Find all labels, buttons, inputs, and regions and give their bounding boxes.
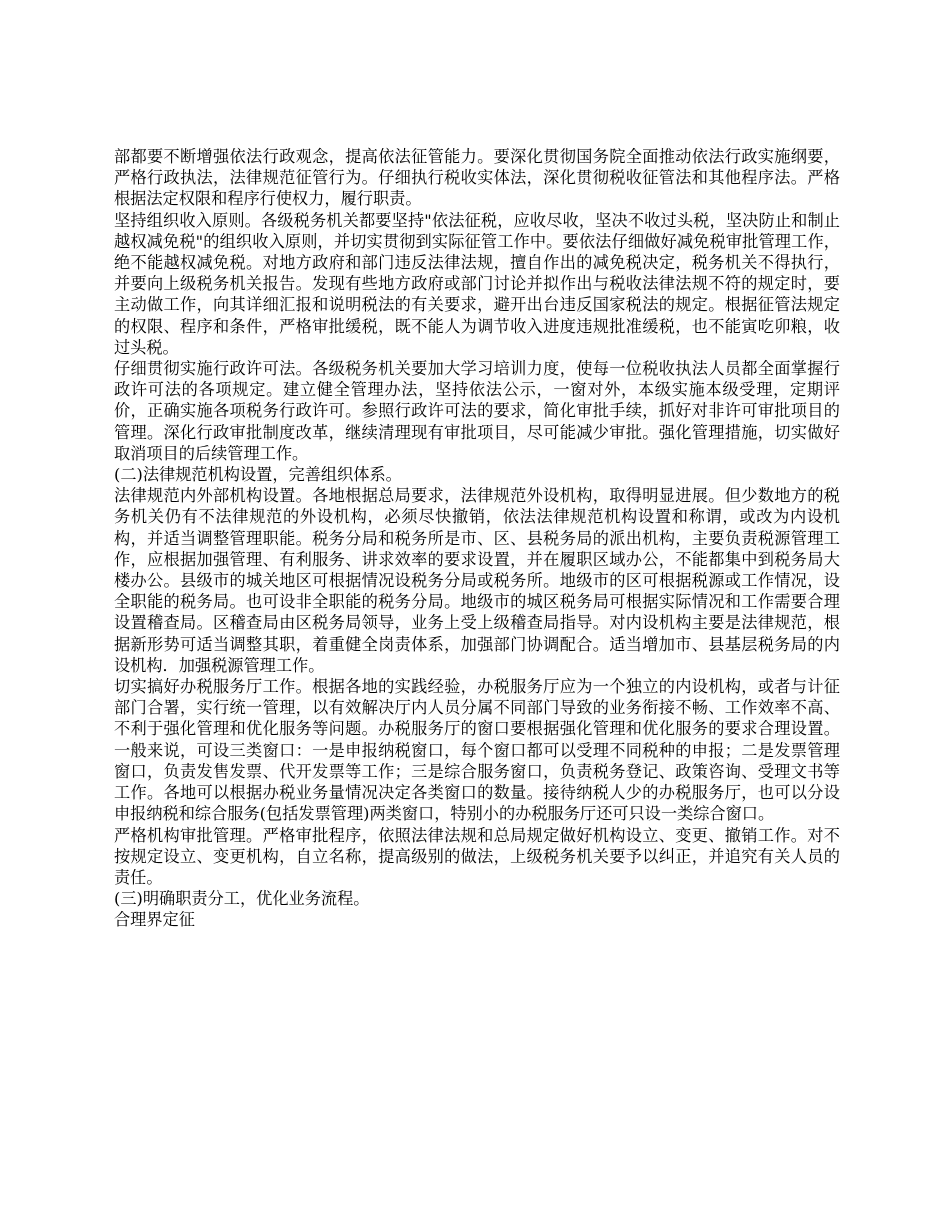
section-heading-3: (三)明确职责分工，优化业务流程。 xyxy=(114,889,370,909)
paragraph-truncated: 合理界定征 xyxy=(114,910,195,930)
paragraph-institution-setup: 法律规范内外部机构设置。各地根据总局要求，法律规范外设机构，取得明显进展。但少数地方的税务机关仍有不法律规范的外设机构，必须尽快撤销，依法法律规范机构设置和称谓，或改为内设机构，并适当调整管理职能。税务分局和税务所是市、区、县税务局的派出机构，主要负责税源管理工作，应根据加强管理、有利服务、讲求效率的要求设置，并在履职区域办公，不能都集中到税务局大楼办公。县级市的城关地区可根据情况设税务分局或税务所。地级市的区可根据税源或工作情况，设全职能的税务局。也可设非全职能的税务分局。地级市的城区税务局可根据实际情况和工作需要合理设置稽查局。区稽查局由区税务局领导，业务上受上级稽查局指导。对内设机构主要是法律规范，根据新形势可适当调整其职，着重健全岗责体系，加强部门协调配合。适当增加市、县基层税务局的内设机构．加强税源管理工作。 xyxy=(114,486,840,675)
paragraph-intro: 部都要不断增强依法行政观念，提高依法征管能力。要深化贯彻国务院全面推动依法行政实施纲要，严格行政执法，法律规范征管行为。仔细执行税收实体法，深化贯彻税收征管法和其他程序法。严格根据法定权限和程序行使权力，履行职责。 xyxy=(114,147,840,209)
document-body xyxy=(114,146,840,931)
paragraph-administrative-licensing: 仔细贯彻实施行政许可法。各级税务机关要加大学习培训力度，使每一位税收执法人员都全面掌握行政许可法的各项规定。建立健全管理办法，坚持依法公示，一窗对外，本级实施本级受理，定期评价，正确实施各项税务行政许可。参照行政许可法的要求，简化审批手续，抓好对非许可审批项目的管理。深化行政审批制度改革，继续清理现有审批项目，尽可能减少审批。强化管理措施，切实做好取消项目的后续管理工作。 xyxy=(114,359,840,463)
paragraph-tax-service-hall: 切实搞好办税服务厅工作。根据各地的实践经验，办税服务厅应为一个独立的内设机构，或者与计征部门合署，实行统一管理，以有效解决厅内人员分属不同部门导致的业务衔接不畅、工作效率不高、不利于强化管理和优化服务等问题。办税服务厅的窗口要根据强化管理和优化服务的要求合理设置。一般来说，可设三类窗口：一是申报纳税窗口，每个窗口都可以受理不同税种的申报；二是发票管理窗口，负责发售发票、代开发票等工作；三是综合服务窗口，负责税务登记、政策咨询、受理文书等工作。各地可以根据办税业务量情况决定各类窗口的数量。接待纳税人少的办税服务厅，也可以分设申报纳税和综合服务(包括发票管理)两类窗口，特别小的办税服务厅还可只设一类综合窗口。 xyxy=(114,677,840,824)
section-heading-2: (二)法律规范机构设置，完善组织体系。 xyxy=(114,465,402,485)
paragraph-institution-approval: 严格机构审批管理。严格审批程序，依照法律法规和总局规定做好机构设立、变更、撤销工作。对不按规定设立、变更机构，自立名称，提高级别的做法，上级税务机关要予以纠正，并追究有关人员的责任。 xyxy=(114,825,840,887)
paragraph-revenue-principle: 坚持组织收入原则。各级税务机关都要坚持"依法征税，应收尽收，坚决不收过头税，坚决防止和制止越权减免税"的组织收入原则，并切实贯彻到实际征管工作中。要依法仔细做好减免税审批管理工作，绝不能越权减免税。对地方政府和部门违反法律法规，擅自作出的减免税决定，税务机关不得执行，并要向上级税务机关报告。发现有些地方政府或部门讨论并拟作出与税收法律法规不符的规定时，要主动做工作，向其详细汇报和说明税法的有关要求，避开出台违反国家税法的规定。根据征管法规定的权限、程序和条件，严格审批缓税，既不能人为调节收入进度违规批准缓税，也不能寅吃卯粮，收过头税。 xyxy=(114,210,840,357)
